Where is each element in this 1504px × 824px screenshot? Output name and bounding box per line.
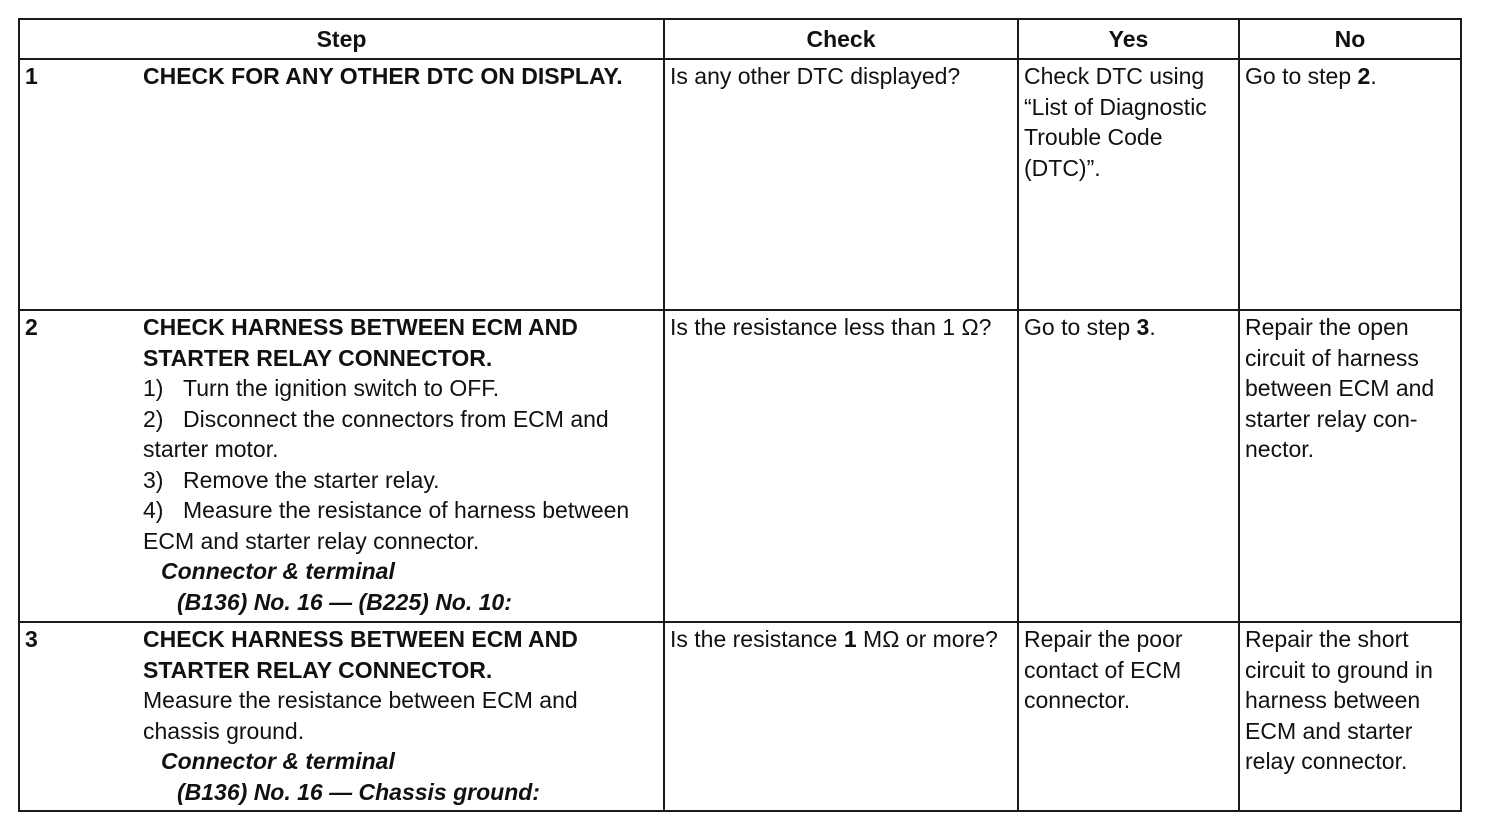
table-row [19,59,1461,310]
no-suffix: . [1370,63,1377,89]
step-number: 1 [25,63,38,89]
header-yes: Yes [1018,19,1239,59]
yes-cell: Repair the poor contact of ECM connector. [1018,622,1239,811]
check-cell: Is any other DTC displayed? [664,59,1018,310]
substep-text: Remove the starter relay. [183,466,440,493]
header-no: No [1239,19,1461,59]
connector-label: Connector & terminal [161,558,395,584]
no-cell: Repair the open circuit of harness between ECM and starter relay con-nector. [1239,310,1461,622]
header-check: Check [664,19,1018,59]
step-body: Measure the resistance between ECM and chassis ground. [143,687,578,744]
substep-list [25,373,658,617]
check-cell: Is the resistance less than 1 Ω? [664,310,1018,622]
step-cell [19,622,664,811]
step-cell [19,59,664,310]
substep [143,373,658,404]
table-row [19,622,1461,811]
header-step: Step [19,19,664,59]
substep-text: Measure the resistance of harness between ECM and starter relay connector. [143,497,630,554]
step-body-wrap [25,685,658,807]
step-link[interactable]: 3 [1136,314,1150,340]
substep [143,404,658,465]
diagnostic-table [18,18,1462,812]
no-prefix: Go to step [1245,63,1358,89]
check-value: 1 [843,626,857,652]
check-cell [664,622,1018,811]
substep-number: 1) [143,375,164,401]
step-link[interactable]: 2 [1357,63,1371,89]
check-suffix: MΩ or more? [856,626,998,652]
substep-number: 4) [143,497,164,523]
substep-text: Disconnect the connectors from ECM and starter motor. [143,405,609,462]
table-row [19,310,1461,622]
connector-value: (B136) No. 16 — (B225) No. 10: [177,588,512,615]
yes-cell: Check DTC using “List of Diagnostic Trouble Code (DTC)”. [1018,59,1239,310]
header-row [19,19,1461,59]
step-title: CHECK HARNESS BETWEEN ECM AND STARTER RELAY CONNECTOR. [143,626,578,683]
substep [143,495,658,556]
connector-label: Connector & terminal [161,748,395,774]
check-prefix: Is the resistance [670,626,844,652]
connector-value: (B136) No. 16 — Chassis ground: [177,778,540,805]
yes-prefix: Go to step [1024,314,1137,340]
no-cell: Repair the short circuit to ground in harness between ECM and starter relay connector. [1239,622,1461,811]
step-cell [19,310,664,622]
step-number: 3 [25,626,38,652]
yes-cell [1018,310,1239,622]
substep-number: 3) [143,466,164,493]
step-title: CHECK HARNESS BETWEEN ECM AND STARTER RELAY CONNECTOR. [143,314,578,371]
substep [143,465,658,496]
substep-text: Turn the ignition switch to OFF. [183,375,500,401]
step-number: 2 [25,314,38,340]
substep-number: 2) [143,405,164,432]
step-title: CHECK FOR ANY OTHER DTC ON DISPLAY. [143,63,623,89]
yes-suffix: . [1149,314,1156,340]
no-cell [1239,59,1461,310]
